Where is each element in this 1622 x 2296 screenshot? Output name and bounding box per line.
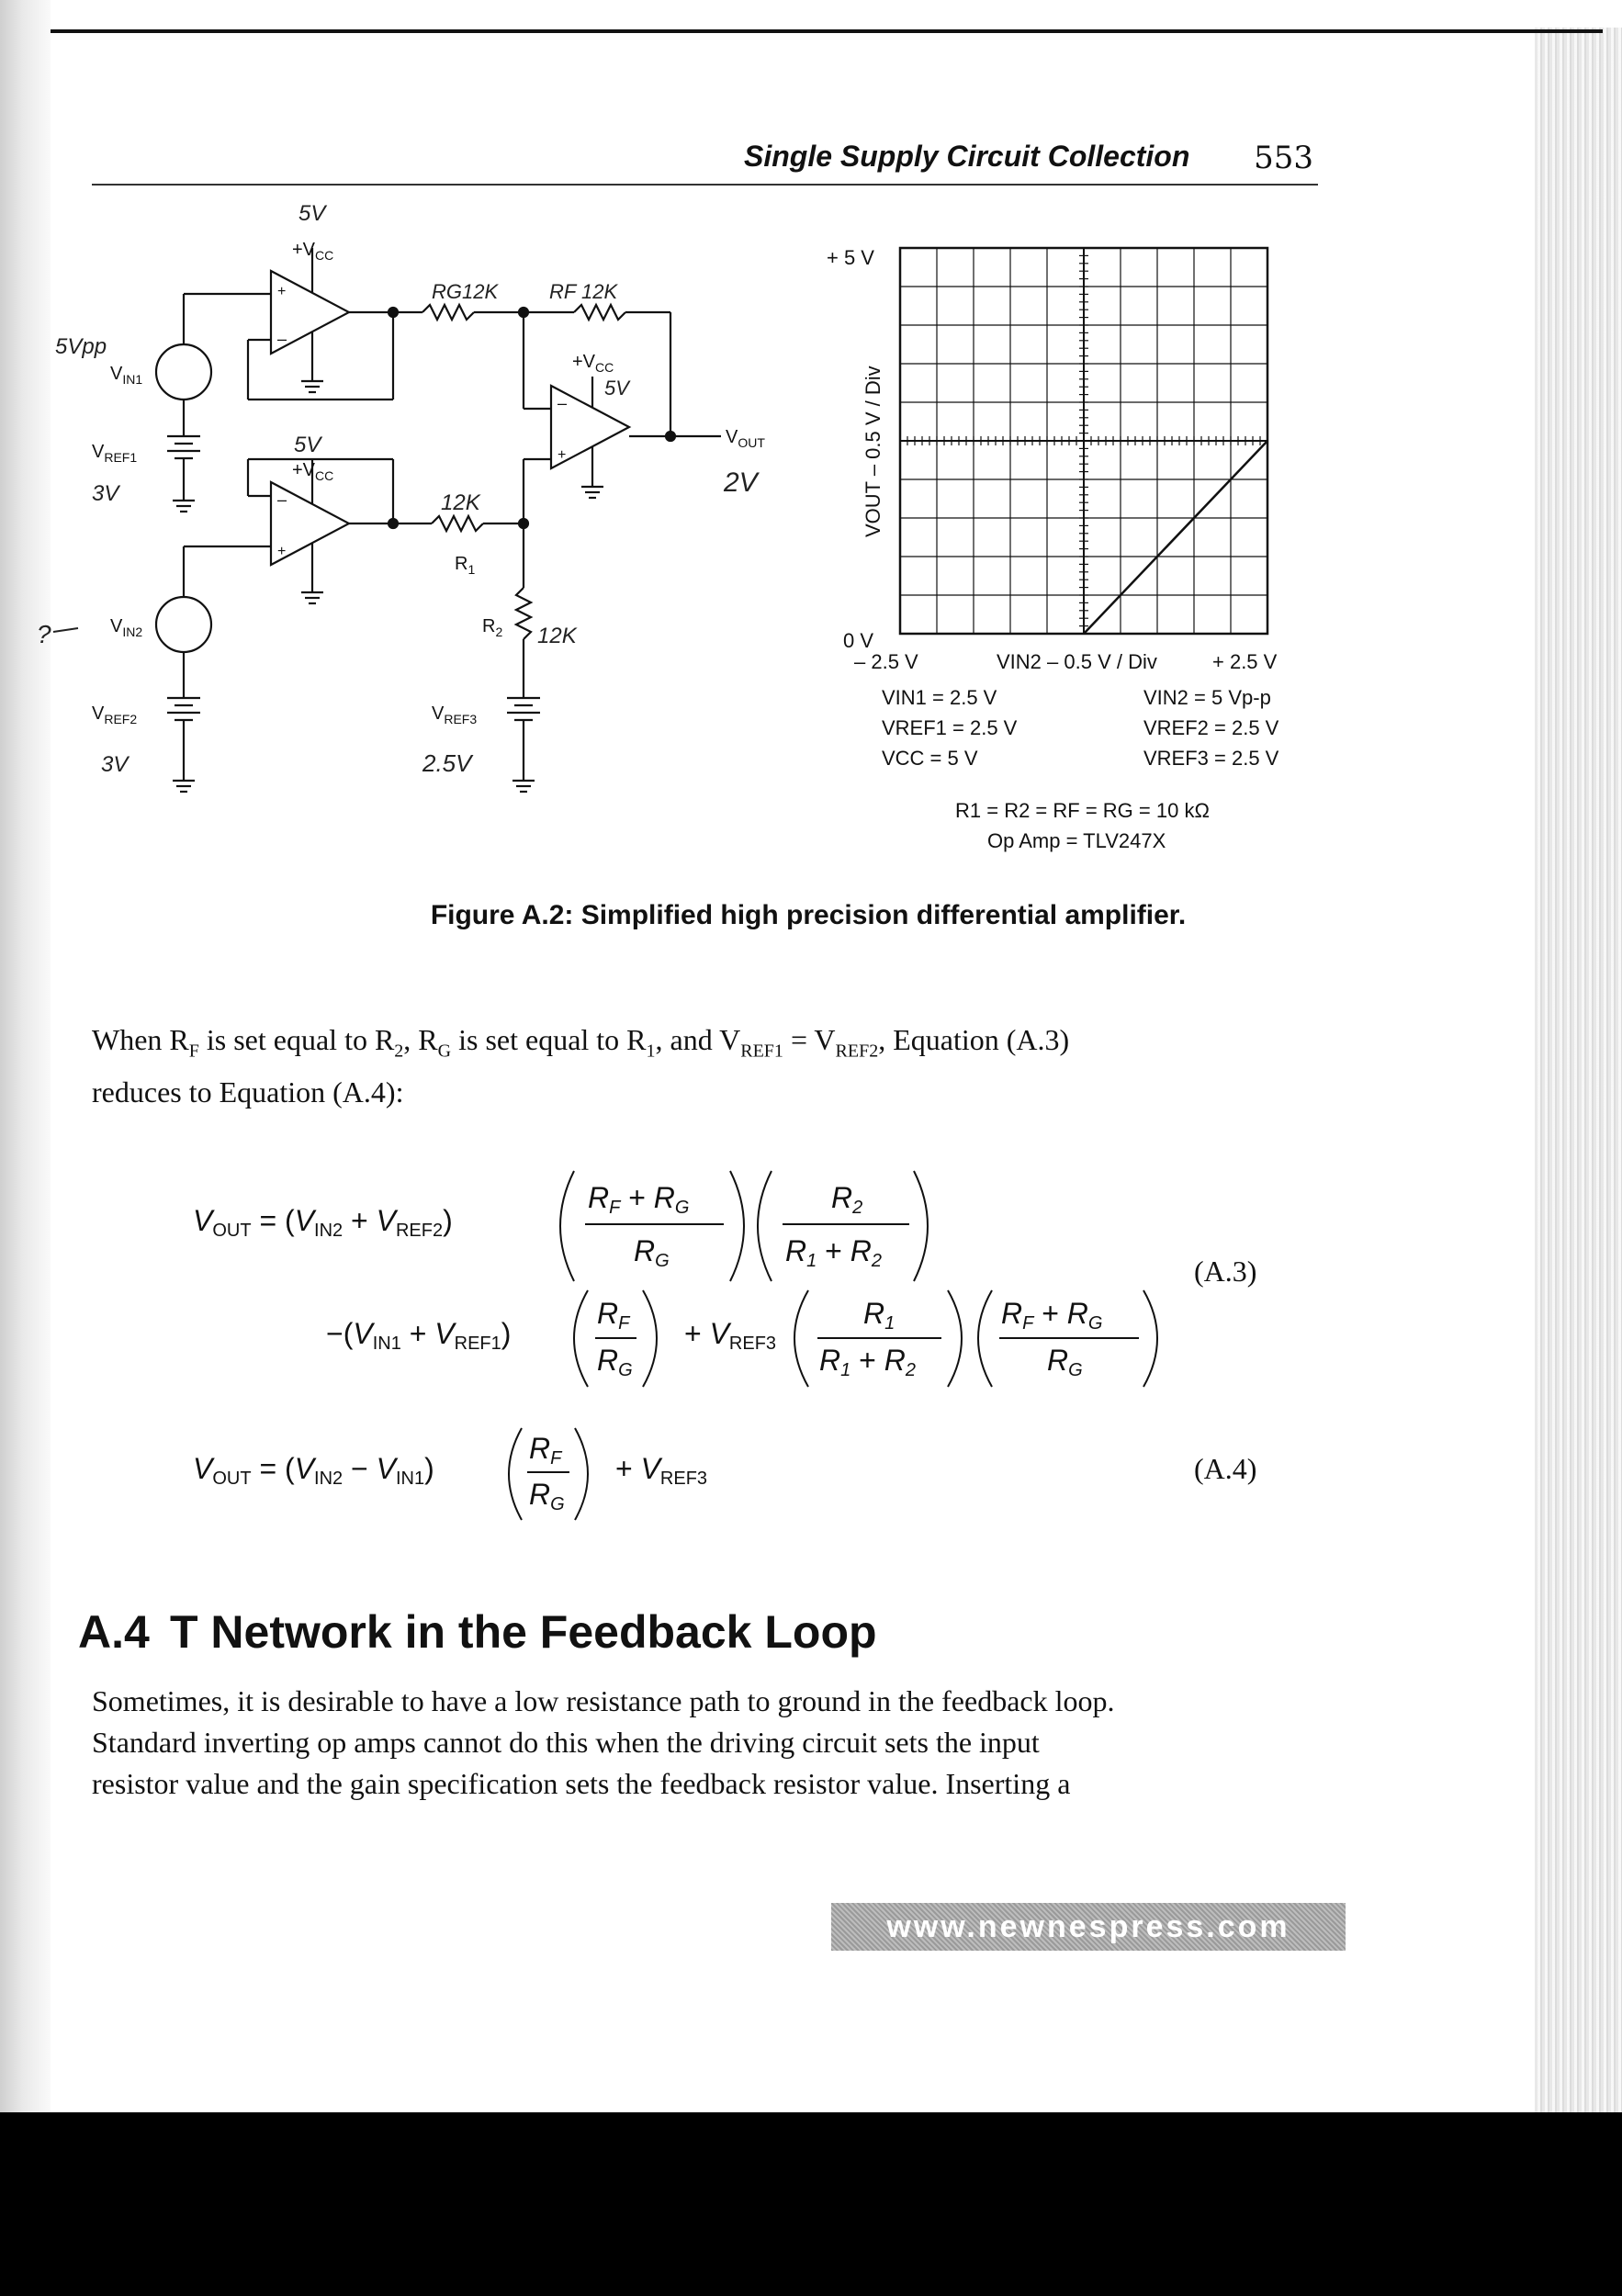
hand-r1: 12K [441,490,480,515]
publisher-url[interactable]: www.newnespress.com [831,1903,1346,1951]
section-line-2: Standard inverting op amps cannot do this when the driving circuit sets the input [92,1726,1040,1759]
equation-a3-number: (A.3) [1194,1255,1257,1288]
svg-text:−(VIN1 + VREF1): −(VIN1 + VREF1) [326,1317,512,1354]
hand-vref3: 2.5V [422,749,472,777]
hand-rf: RF 12K [549,280,618,303]
y-axis-label: VOUT – 0.5 V / Div [862,366,884,537]
running-header [744,138,1313,184]
vref2-label: $V_{REF2}$ [92,703,138,726]
vin2-label: $V_{IN2}$ [110,616,143,639]
vcc-label-2: $+V_{CC}$ [292,460,334,483]
hand-vcc-out: 5V [604,377,629,400]
svg-text:RF + RG: RF + RG [1001,1297,1103,1334]
svg-text:+ VREF3: + VREF3 [684,1317,777,1354]
hand-vref2: 3V [101,752,129,777]
resistor-r1 [432,516,483,531]
section-heading [78,1605,877,1659]
hand-vcc-mid: 5V [294,433,321,457]
svg-text:R2: R2 [831,1181,863,1218]
hand-rg: RG12K [432,280,499,303]
scope-plot [827,220,1341,882]
paragraph-1 [92,1019,1318,1113]
spec-vref1: VREF1 = 2.5 V [882,716,1018,739]
svg-text:RF: RF [597,1297,630,1334]
circuit-schematic [37,184,817,845]
vin1-source [156,344,211,400]
section-paragraph [92,1681,1318,1805]
hand-vin2: ? [37,620,51,648]
section-line-1: Sometimes, it is desirable to have a low resistance path to ground in the feedback loop. [92,1684,1115,1717]
svg-text:–: – [277,490,287,509]
svg-text:RF: RF [529,1432,562,1469]
vout-label: $V_{OUT}$ [726,427,765,450]
svg-text:–: – [277,330,287,348]
svg-text:RG: RG [529,1478,565,1514]
equation-a3 [193,1171,1157,1387]
svg-text:RG: RG [634,1234,670,1271]
resistor-rg [422,305,474,320]
hand-vcc-top: 5V [298,201,326,226]
svg-text:R1 + R2: R1 + R2 [819,1344,916,1380]
spec-resistors: R1 = R2 = RF = RG = 10 kΩ [955,799,1210,822]
svg-text:–: – [558,394,568,412]
x-center-label: VIN2 – 0.5 V / Div [997,650,1157,673]
spec-vin1: VIN1 = 2.5 V [882,686,997,709]
r1-label: $R_1$ [455,554,476,577]
x-right-label: + 2.5 V [1212,650,1278,673]
hand-vin1: 5Vpp [55,334,107,359]
hand-vout: 2V [724,467,758,498]
scan-bottom-edge [0,2112,1622,2296]
section-number: A.4 [78,1606,150,1658]
svg-text:RG: RG [597,1344,633,1380]
section-line-3: resistor value and the gain specification sets the feedback resistor value. Inserting a [92,1767,1071,1800]
scan-top-edge [51,29,1603,33]
vcc-label-1: $+V_{CC}$ [292,240,334,263]
spec-opamp: Op Amp = TLV247X [987,829,1166,852]
paragraph-1-line-1: When $R_F$ is set equal to $R_2$, $R_G$ is set equal to $R_1$, and $V_{REF1} = V_{REF2}$, Equation (A.3) [92,1023,1070,1062]
vref3-label: $V_{REF3}$ [432,703,478,726]
vcc-label-3: $+V_{CC}$ [572,352,614,375]
svg-text:VOUT = (VIN2 + VREF2): VOUT = (VIN2 + VREF2) [193,1204,453,1241]
svg-text:VOUT = (VIN2 − VIN1): VOUT = (VIN2 − VIN1) [193,1452,434,1489]
scan-right-edge [1535,28,1622,2167]
svg-text:RG: RG [1047,1344,1083,1380]
spec-vcc: VCC = 5 V [882,747,978,770]
running-title: Single Supply Circuit Collection [744,140,1190,173]
spec-vin2: VIN2 = 5 Vp-p [1143,686,1271,709]
y-bottom-label: 0 V [843,629,874,652]
vin1-label: $V_{IN1}$ [110,364,143,387]
spec-vref2: VREF2 = 2.5 V [1143,716,1279,739]
paragraph-1-line-2: reduces to Equation (A.4): [92,1075,404,1109]
svg-text:R1: R1 [863,1297,895,1334]
scope-trace [1084,441,1267,634]
page-number: 553 [1254,140,1313,176]
svg-text:+: + [277,544,287,559]
svg-text:+: + [558,447,567,463]
section-title: T Network in the Feedback Loop [170,1606,877,1658]
vref1-label: $V_{REF1}$ [92,442,138,465]
y-top-label: + 5 V [827,246,874,269]
r2-label: $R_2$ [482,616,503,639]
spec-vref3: VREF3 = 2.5 V [1143,747,1279,770]
x-left-label: – 2.5 V [854,650,918,673]
figure-caption: Figure A.2: Simplified high precision differential amplifier. [430,900,1187,930]
equations [184,1143,1323,1538]
svg-text:+: + [277,284,287,299]
scope-grid [900,248,1267,634]
equation-a4-number: (A.4) [1194,1452,1257,1485]
equation-a4 [193,1428,707,1520]
hand-r2: 12K [537,624,577,648]
svg-text:RF + RG: RF + RG [588,1181,690,1218]
vin2-source [156,597,211,652]
svg-text:R1 + R2: R1 + R2 [785,1234,882,1271]
resistor-r2 [516,588,531,639]
svg-text:+ VREF3: + VREF3 [615,1452,708,1489]
hand-vref1: 3V [92,481,119,506]
resistor-rf [574,305,625,320]
